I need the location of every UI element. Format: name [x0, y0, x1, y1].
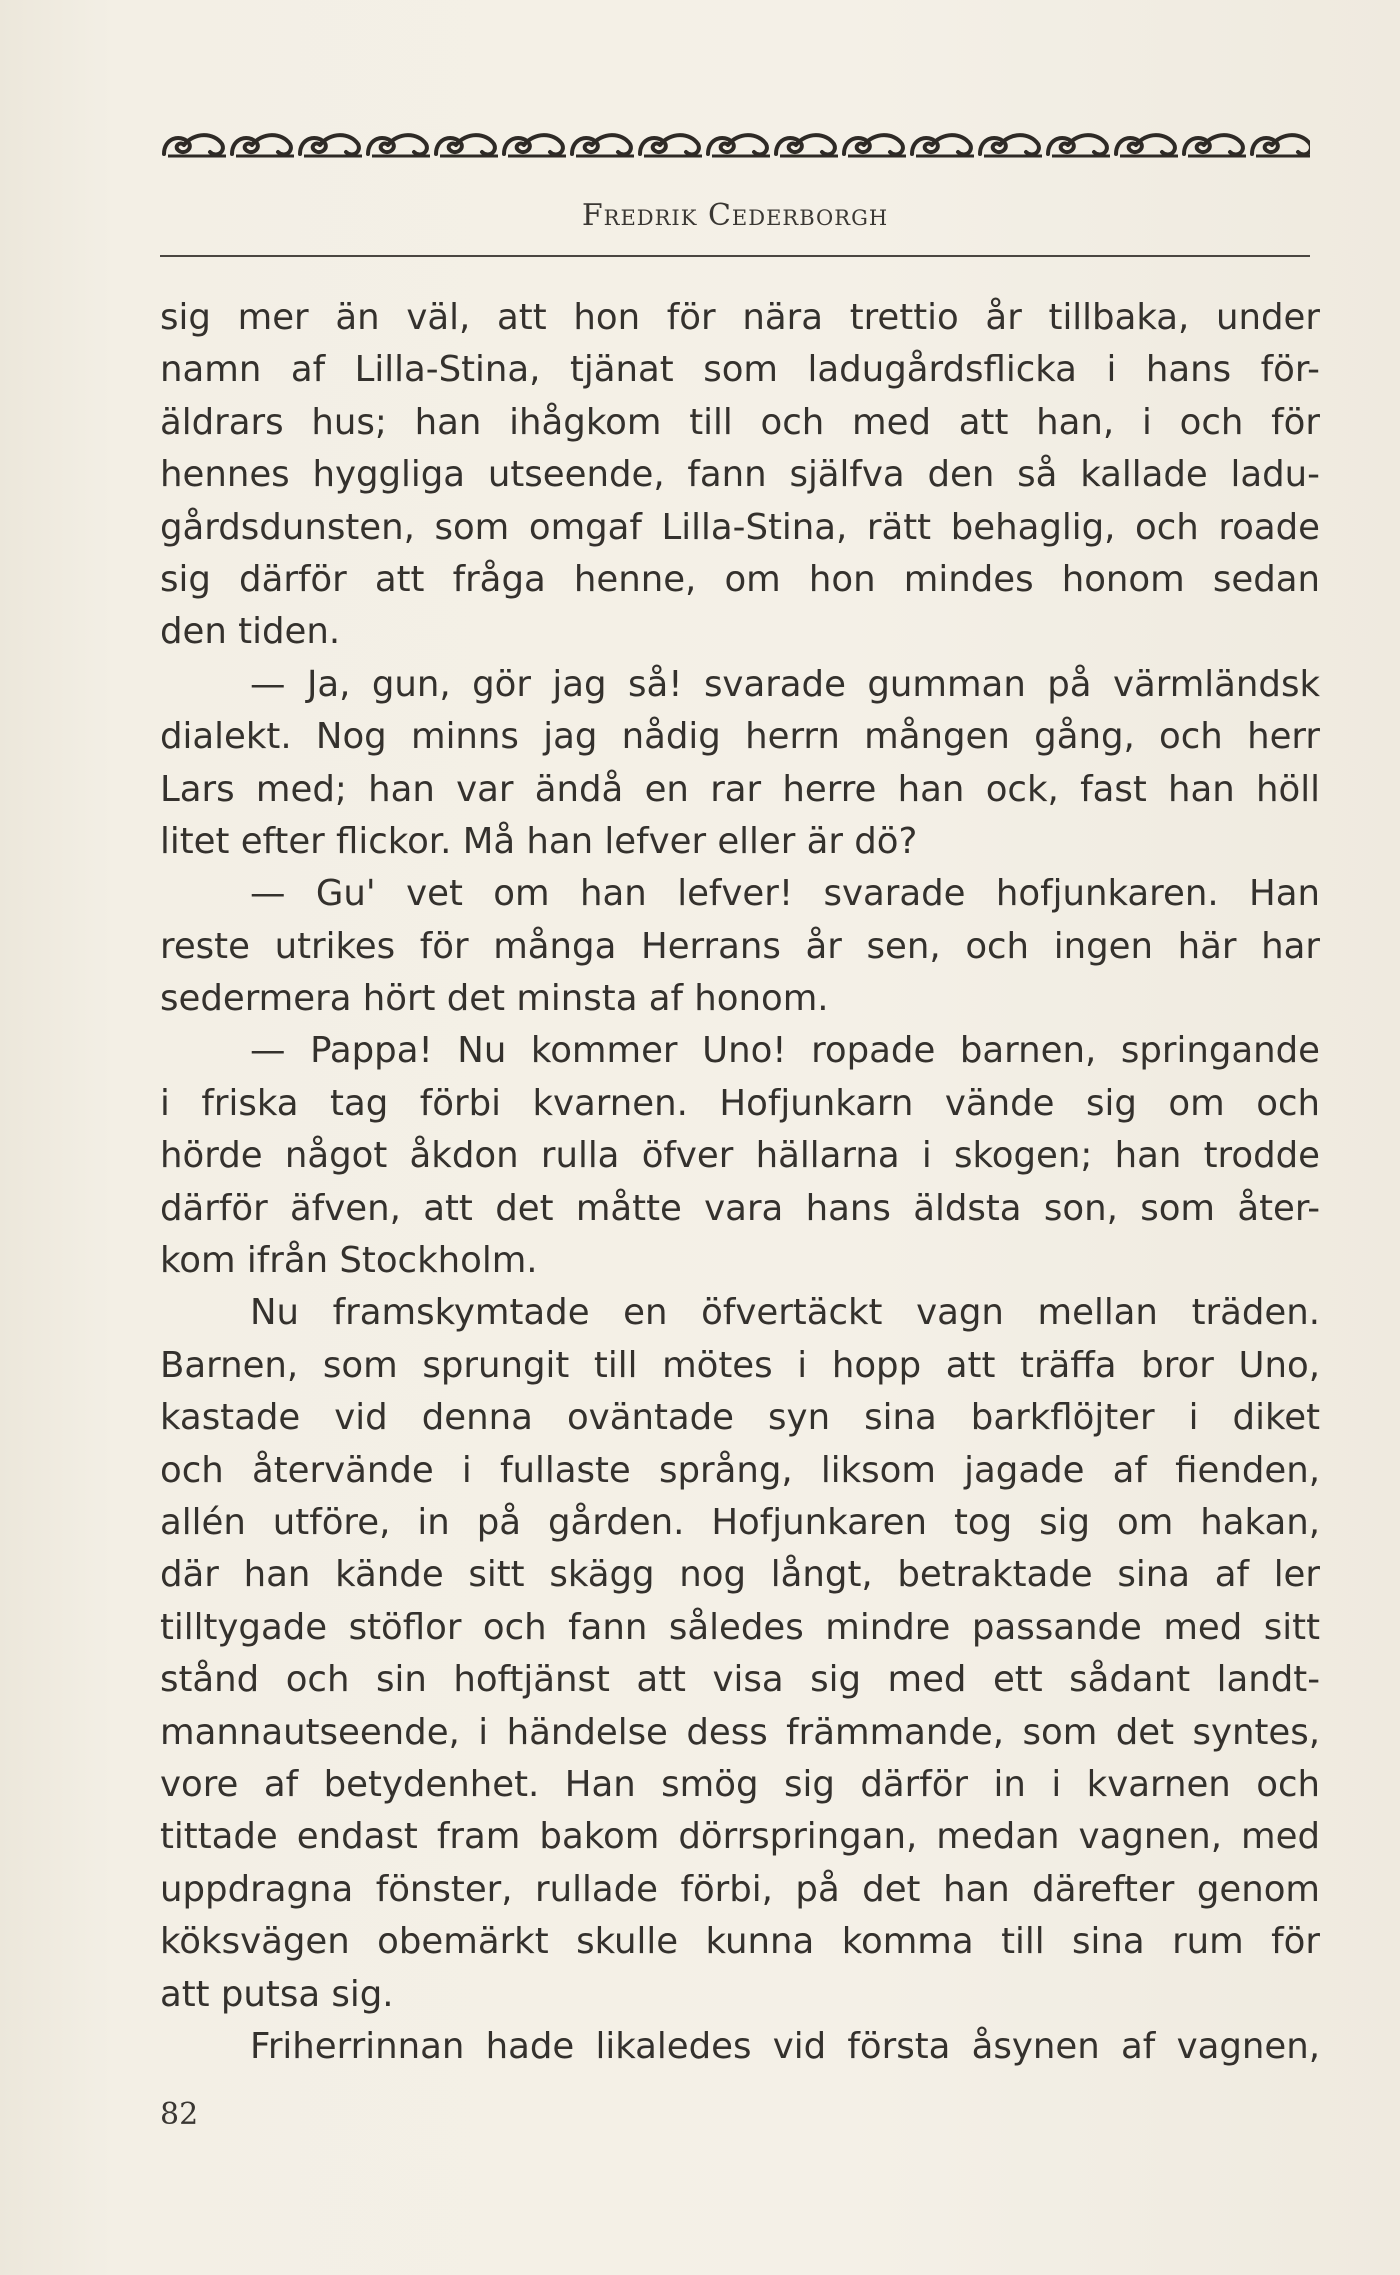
decorative-header-ornament	[160, 128, 1310, 162]
text-line: litet efter flickor. Må han lefver eller är dö?	[160, 820, 918, 862]
text-line: sig mer än väl, att hon för nära trettio år tillbaka, under	[160, 297, 1320, 338]
text-line: Barnen, som sprungit till mötes i hopp att träffa bror Uno,	[160, 1344, 1320, 1386]
text-line: Friherrinnan hade likaledes vid första åsynen af vagnen,	[250, 2025, 1320, 2067]
text-line: — Pappa! Nu kommer Uno! ropade barnen, springande	[250, 1030, 1320, 1072]
text-line: där han kände sitt skägg nog långt, betraktade sina af ler	[160, 1554, 1320, 1596]
page-number: 82	[160, 2097, 199, 2132]
text-line: Lars med; han var ändå en rar herre han ock, fast han höll	[160, 768, 1320, 810]
text-line: att putsa sig.	[160, 1973, 394, 2015]
text-line: uppdragna fönster, rullade förbi, på det han därefter genom	[160, 1868, 1320, 1910]
text-line: sedermera hört det minsta af honom.	[160, 978, 829, 1020]
text-line: mannautseende, i händelse dess främmande, som det syntes,	[160, 1711, 1320, 1753]
header-rule	[160, 255, 1310, 257]
text-line: — Gu' vet om han lefver! svarade hofjunkaren. Han	[250, 873, 1320, 915]
text-line: tittade endast fram bakom dörrspringan, medan vagnen, med	[160, 1816, 1320, 1858]
running-head: Fredrik Cederborgh	[581, 198, 889, 233]
text-line: hennes hyggliga utseende, fann själfva den så kallade ladu-	[160, 454, 1320, 496]
text-line: och återvände i fullaste språng, liksom jagade af fienden,	[160, 1449, 1320, 1491]
text-line: äldrars hus; han ihågkom till och med att han, i och för	[160, 401, 1320, 443]
text-line: tilltygade stöflor och fann således mindre passande med sitt	[160, 1606, 1320, 1648]
text-line: kastade vid denna oväntade syn sina barkflöjter i diket	[160, 1397, 1320, 1439]
text-line: köksvägen obemärkt skulle kunna komma till sina rum för	[160, 1921, 1320, 1963]
text-line: — Ja, gun, gör jag så! svarade gumman på värmländsk	[250, 663, 1320, 705]
text-line: dialekt. Nog minns jag nådig herrn mången gång, och herr	[160, 716, 1320, 758]
text-line: kom ifrån Stockholm.	[160, 1240, 538, 1282]
text-line: Nu framskymtade en öfvertäckt vagn mellan träden.	[250, 1292, 1320, 1334]
text-line: i friska tag förbi kvarnen. Hofjunkarn vände sig om och	[160, 1082, 1320, 1124]
text-line: gårdsdunsten, som omgaf Lilla-Stina, rätt behaglig, och roade	[160, 506, 1320, 548]
text-line: därför äfven, att det måtte vara hans äldsta son, som åter-	[160, 1187, 1320, 1229]
text-line: stånd och sin hoftjänst att visa sig med ett sådant landt-	[160, 1659, 1320, 1701]
text-line: vore af betydenhet. Han smög sig därför in i kvarnen och	[160, 1763, 1320, 1805]
text-line: namn af Lilla-Stina, tjänat som ladugårdsflicka i hans för-	[160, 349, 1320, 391]
text-line: den tiden.	[160, 611, 341, 653]
body-text	[160, 292, 1320, 2073]
text-line: reste utrikes för många Herrans år sen, och ingen här har	[160, 925, 1320, 967]
text-line: allén utföre, in på gården. Hofjunkaren tog sig om hakan,	[160, 1501, 1320, 1543]
text-line: hörde något åkdon rulla öfver hällarna i skogen; han trodde	[160, 1135, 1320, 1177]
text-line: sig därför att fråga henne, om hon mindes honom sedan	[160, 558, 1320, 600]
